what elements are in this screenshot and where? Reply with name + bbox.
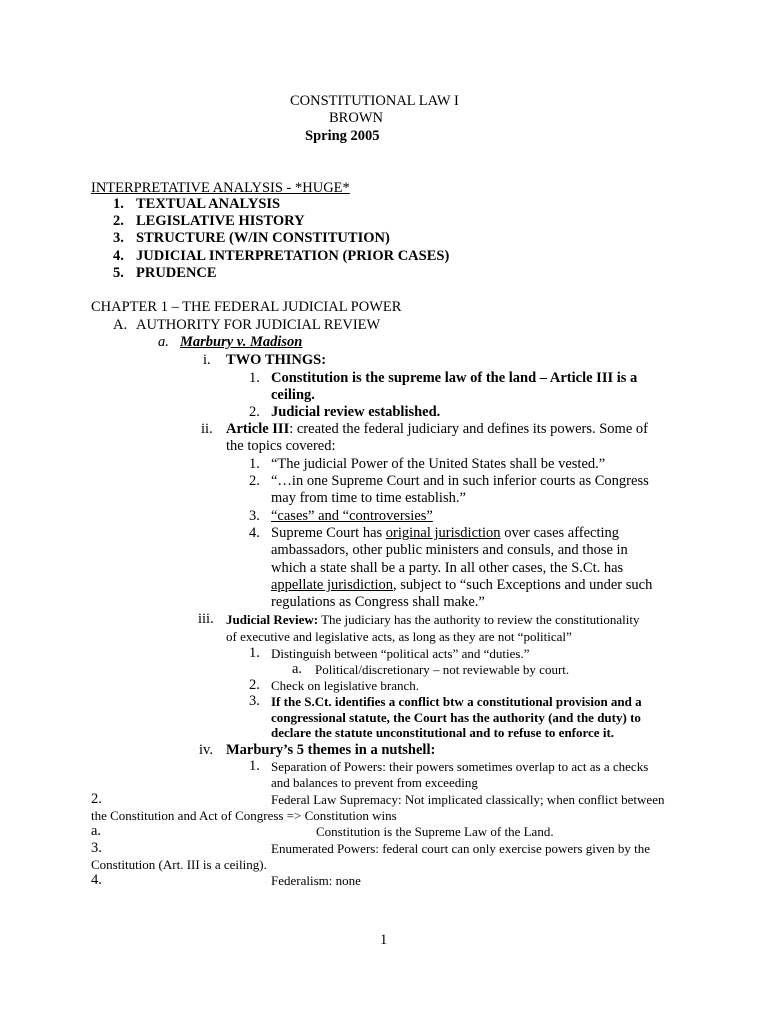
list-number: 4. xyxy=(113,248,124,264)
list-item: Constitution is the supreme law of the land – Article III is a xyxy=(271,370,638,386)
list-item-cont: the Constitution and Act of Congress => Constitution wins xyxy=(91,808,397,823)
list-item: Check on legislative branch. xyxy=(271,678,420,693)
list-item-cont: ceiling. xyxy=(271,387,315,403)
list-item: PRUDENCE xyxy=(136,265,217,281)
list-item-cont: may from time to time establish.” xyxy=(271,490,466,506)
list-item-cont: Constitution (Art. III is a ceiling). xyxy=(91,857,267,872)
page-number: 1 xyxy=(380,932,388,948)
list-item: Federal Law Supremacy: Not implicated classically; when conflict between xyxy=(271,792,665,807)
chapter-heading: CHAPTER 1 – THE FEDERAL JUDICIAL POWER xyxy=(91,299,402,315)
sub-list-item: Political/discretionary – not reviewable by court. xyxy=(315,662,570,677)
original-jurisdiction-term: original jurisdiction xyxy=(385,525,501,541)
list-item-cont xyxy=(271,577,652,594)
list-number: 5. xyxy=(113,265,124,281)
roman-number: i. xyxy=(203,352,211,368)
list-item: STRUCTURE (W/IN CONSTITUTION) xyxy=(136,230,390,246)
list-item: If the S.Ct. identifies a conflict btw a constitutional provision and a xyxy=(271,694,642,709)
list-number: 3. xyxy=(249,508,260,524)
list-item: “…in one Supreme Court and in such inferior courts as Congress xyxy=(271,473,649,489)
list-item: LEGISLATIVE HISTORY xyxy=(136,213,305,229)
list-number: 1. xyxy=(249,456,260,472)
list-item: Judicial review established. xyxy=(271,404,441,420)
list-number: 2. xyxy=(113,213,124,229)
judicial-review-cont: of executive and legislative acts, as long as they are not “political” xyxy=(226,629,572,644)
article3-line xyxy=(226,421,648,438)
roman-number: ii. xyxy=(201,421,213,437)
list-number: 1. xyxy=(113,196,124,212)
appellate-jurisdiction-term: appellate jurisdiction xyxy=(271,577,394,593)
list-number: 2. xyxy=(249,404,260,420)
list-number: 2. xyxy=(249,677,260,693)
doc-author: BROWN xyxy=(329,110,383,126)
two-things-label: TWO THINGS: xyxy=(226,352,327,368)
list-number: 3. xyxy=(113,230,124,246)
judicial-review-line xyxy=(226,611,640,628)
case-name: Marbury v. Madison xyxy=(180,334,303,350)
list-number: 1. xyxy=(249,758,260,774)
list-item: TEXTUAL ANALYSIS xyxy=(136,196,281,212)
article3-cont: the topics covered: xyxy=(226,438,336,454)
doc-term: Spring 2005 xyxy=(305,128,380,144)
list-number: 2. xyxy=(91,791,102,807)
list-item-cont: and balances to prevent from exceeding xyxy=(271,775,478,790)
judicial-review-label: Judicial Review: xyxy=(226,612,319,627)
list-item xyxy=(271,525,619,542)
list-item: Enumerated Powers: federal court can only exercise powers given by the xyxy=(271,841,651,856)
judicial-review-text: The judiciary has the authority to review the constitutionality xyxy=(318,612,640,627)
list-item: Federalism: none xyxy=(271,873,361,888)
themes-label: Marbury’s 5 themes in a nutshell: xyxy=(226,742,436,758)
list-item-cont: congressional statute, the Court has the authority (and the duty) to xyxy=(271,710,641,725)
sub-list-letter: a. xyxy=(292,661,303,677)
text-run: Supreme Court has xyxy=(271,525,386,541)
list-number: 1. xyxy=(249,370,260,386)
list-number: 2. xyxy=(249,473,260,489)
list-number: 4. xyxy=(91,872,102,888)
list-item: “The judicial Power of the United States shall be vested.” xyxy=(271,456,606,472)
interpretive-heading: INTERPRETATIVE ANALYSIS - *HUGE* xyxy=(91,180,350,196)
list-item: Distinguish between “political acts” and “duties.” xyxy=(271,646,530,661)
section-heading: AUTHORITY FOR JUDICIAL REVIEW xyxy=(136,317,381,333)
case-number: a. xyxy=(158,334,169,350)
list-item-cont: which a state shall be a party. In all other cases, the S.Ct. has xyxy=(271,560,624,576)
text-run: , subject to “such Exceptions and under such xyxy=(393,577,653,593)
list-number: 1. xyxy=(249,645,260,661)
list-item-cont: ambassadors, other public ministers and consuls, and those in xyxy=(271,542,628,558)
sub-list-item: Constitution is the Supreme Law of the Land. xyxy=(316,824,554,839)
list-number: 3. xyxy=(249,693,260,709)
article3-label: Article III xyxy=(226,421,290,437)
sub-list-letter: a. xyxy=(91,823,102,839)
list-number: 3. xyxy=(91,840,102,856)
list-item-cont: regulations as Congress shall make.” xyxy=(271,594,485,610)
list-number: 4. xyxy=(249,525,260,541)
text-run: over cases affecting xyxy=(500,525,620,541)
list-item: Separation of Powers: their powers sometimes overlap to act as a checks xyxy=(271,759,649,774)
article3-text: : created the federal judiciary and defines its powers. Some of xyxy=(289,421,648,437)
list-item: “cases” and “controversies” xyxy=(271,508,433,524)
list-item: JUDICIAL INTERPRETATION (PRIOR CASES) xyxy=(136,248,450,264)
section-number: A. xyxy=(113,317,128,333)
roman-number: iii. xyxy=(198,611,214,627)
doc-title: CONSTITUTIONAL LAW I xyxy=(290,93,459,109)
list-item-cont: declare the statute unconstitutional and to refuse to enforce it. xyxy=(271,725,615,740)
roman-number: iv. xyxy=(199,742,213,758)
